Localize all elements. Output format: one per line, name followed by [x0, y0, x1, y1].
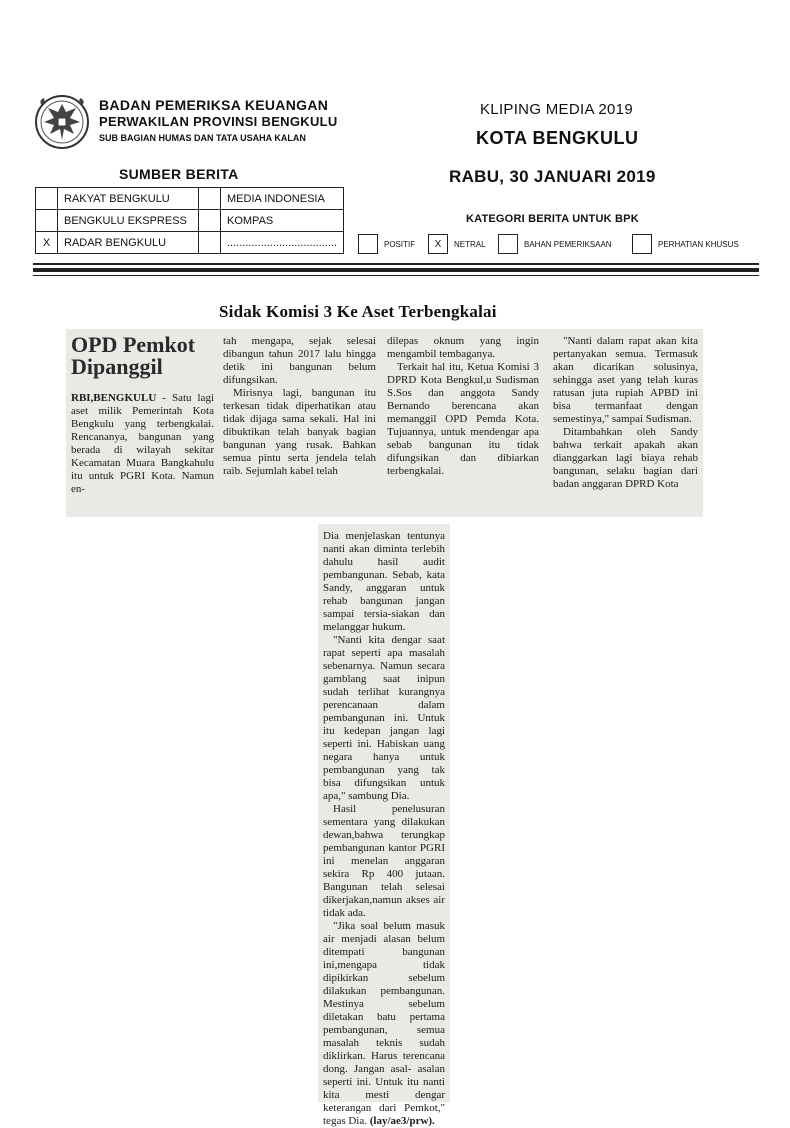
paragraph: Terkait hal itu, Ketua Komisi 3 DPRD Kota Bengkul,u Sudisman S.Sos dan anggota Sandy Bernando berencana akan memanggil OPD Pemda Kota. Tujuannya, untuk mendengar apa sebab bangunan itu tidak difungsikan dan dibiarkan terbengkalai.: [387, 361, 539, 477]
organization-block: [99, 97, 338, 143]
article-column-5: [323, 530, 445, 1128]
source-row: [36, 210, 344, 232]
article-column-2: [223, 335, 376, 478]
paragraph: "Nanti kita dengar saat rapat seperti apa masalah sebenarnya. Namun secara gamblang saat inipun sudah terlihat kurangnya perencanaan dalam pembangunan ini. Untuk itu kedepan jangan lagi seperti ini. Habiskan uang negara hanya untuk pembangunan yang tak bisa difungsikan untuk apa," sambung Dia.: [323, 634, 445, 802]
article-subheadline: [71, 334, 195, 378]
author-signature: (lay/ae3/prw).: [369, 1115, 435, 1127]
divider: [33, 275, 759, 276]
source-name: MEDIA INDONESIA: [221, 188, 344, 210]
subhead-line: Dipanggil: [71, 354, 163, 379]
category-label: POSITIF: [384, 239, 416, 249]
paragraph: "Nanti dalam rapat akan kita pertanyakan semua. Termasuk akan dicarikan solusinya, sehingga aset yang telah kuras ratusan juta rupiah APBD ini bisa termanfaat dengan semestinya," sampai Sudisman.: [553, 335, 698, 425]
source-row: [36, 188, 344, 210]
kliping-title: KLIPING MEDIA 2019: [480, 101, 633, 118]
category-checkbox: X: [428, 234, 448, 254]
source-checkbox: [36, 210, 58, 232]
source-checkbox: X: [36, 232, 58, 254]
category-positif: [358, 234, 415, 254]
category-title: KATEGORI BERITA UNTUK BPK: [466, 213, 639, 225]
category-checkbox: [498, 234, 518, 254]
category-checkbox: [632, 234, 652, 254]
category-perhatian-khusus: [632, 234, 739, 254]
source-checkbox: [199, 188, 221, 210]
publication-date: RABU, 30 JANUARI 2019: [449, 167, 656, 186]
article-headline: Sidak Komisi 3 Ke Aset Terbengkalai: [219, 302, 497, 321]
article-column-3: [387, 335, 539, 478]
source-checkbox: [36, 188, 58, 210]
divider: [33, 263, 759, 265]
source-name: RAKYAT BENGKULU: [58, 188, 199, 210]
category-label: BAHAN PEMERIKSAAN: [524, 239, 612, 249]
category-checkbox: [358, 234, 378, 254]
org-branch: PERWAKILAN PROVINSI BENGKULU: [99, 114, 338, 129]
org-division: SUB BAGIAN HUMAS DAN TATA USAHA KALAN: [99, 133, 306, 143]
category-netral: [428, 234, 486, 254]
city-title: KOTA BENGKULU: [476, 128, 639, 148]
source-name: KOMPAS: [221, 210, 344, 232]
source-name: BENGKULU EKSPRESS: [58, 210, 199, 232]
paragraph: Ditambahkan oleh Sandy bahwa terkait apakah akan dianggarkan lagi biaya rehab bangunan, selaku bagian dari badan anggaran DPRD Kota: [553, 426, 698, 490]
paragraph: Mirisnya lagi, bangunan itu terkesan tidak diperhatikan atau tidak dijaga sama sekali. Hal ini dibuktikan telah banyak bagian bangunan yang rusak. Bahkan semua pintu serta jendela telah raib. Sejumlah kabel telah: [223, 387, 376, 477]
garuda-emblem-logo: [34, 92, 90, 152]
paragraph-text: "Jika soal belum masuk air menjadi alasan belum ditempati bangunan ini,mengapa tidak dipikirkan sebelum dilakukan pembangunan. Mestinya sebelum diletakan batu pertama pembangunan, semua masalah teknis sudah diklirkan. Harus terencana dong. Jangan asal- asalan seperti ini. Untuk itu nanti kita mesti dengar keterangan dari Pemkot," tegas Dia.: [323, 920, 445, 1127]
divider: [33, 268, 759, 272]
source-table: [35, 187, 344, 254]
category-bahan-pemeriksaan: [498, 234, 612, 254]
dateline: RBI,BENGKULU: [71, 392, 157, 404]
paragraph: dilepas oknum yang ingin mengambil tembaganya.: [387, 335, 539, 360]
source-checkbox: [199, 232, 221, 254]
org-name: BADAN PEMERIKSA KEUANGAN: [99, 97, 329, 113]
paragraph-text: - Satu lagi aset milik Pemerintah Kota Bengkulu yang terbengkalai. Rencananya, bangunan yang berada di wilayah sekitar Kecamatan Muara Bangkahulu itu untuk PGRI Kota. Namun en-: [71, 392, 214, 495]
article-column-4: [553, 335, 698, 491]
paragraph: Dia menjelaskan tentunya nanti akan diminta terlebih dahulu hasil audit pembangunan. Sebab, kata Sandy, anggaran untuk rehab bangunan jangan sampai tersia-siakan dan melanggar hukum.: [323, 530, 445, 633]
article-column-1: [71, 392, 214, 496]
source-title: SUMBER BERITA: [119, 166, 239, 182]
paragraph: tah mengapa, sejak selesai dibangun tahun 2017 lalu hingga detik ini bangunan belum difungsikan.: [223, 335, 376, 386]
category-label: PERHATIAN KHUSUS: [658, 239, 739, 249]
source-name: ....................................: [221, 232, 344, 254]
source-checkbox: [199, 210, 221, 232]
source-row: [36, 232, 344, 254]
source-name: RADAR BENGKULU: [58, 232, 199, 254]
category-label: NETRAL: [454, 239, 486, 249]
subhead-line: OPD Pemkot: [71, 332, 196, 357]
paragraph: Hasil penelusuran sementara yang dilakukan dewan,bahwa terungkap pembangunan kantor PGRI ini menelan anggaran sekira Rp 400 jutaan. Bangunan telah selesai dikerjakan,namun akses air tidak ada.: [323, 803, 445, 919]
